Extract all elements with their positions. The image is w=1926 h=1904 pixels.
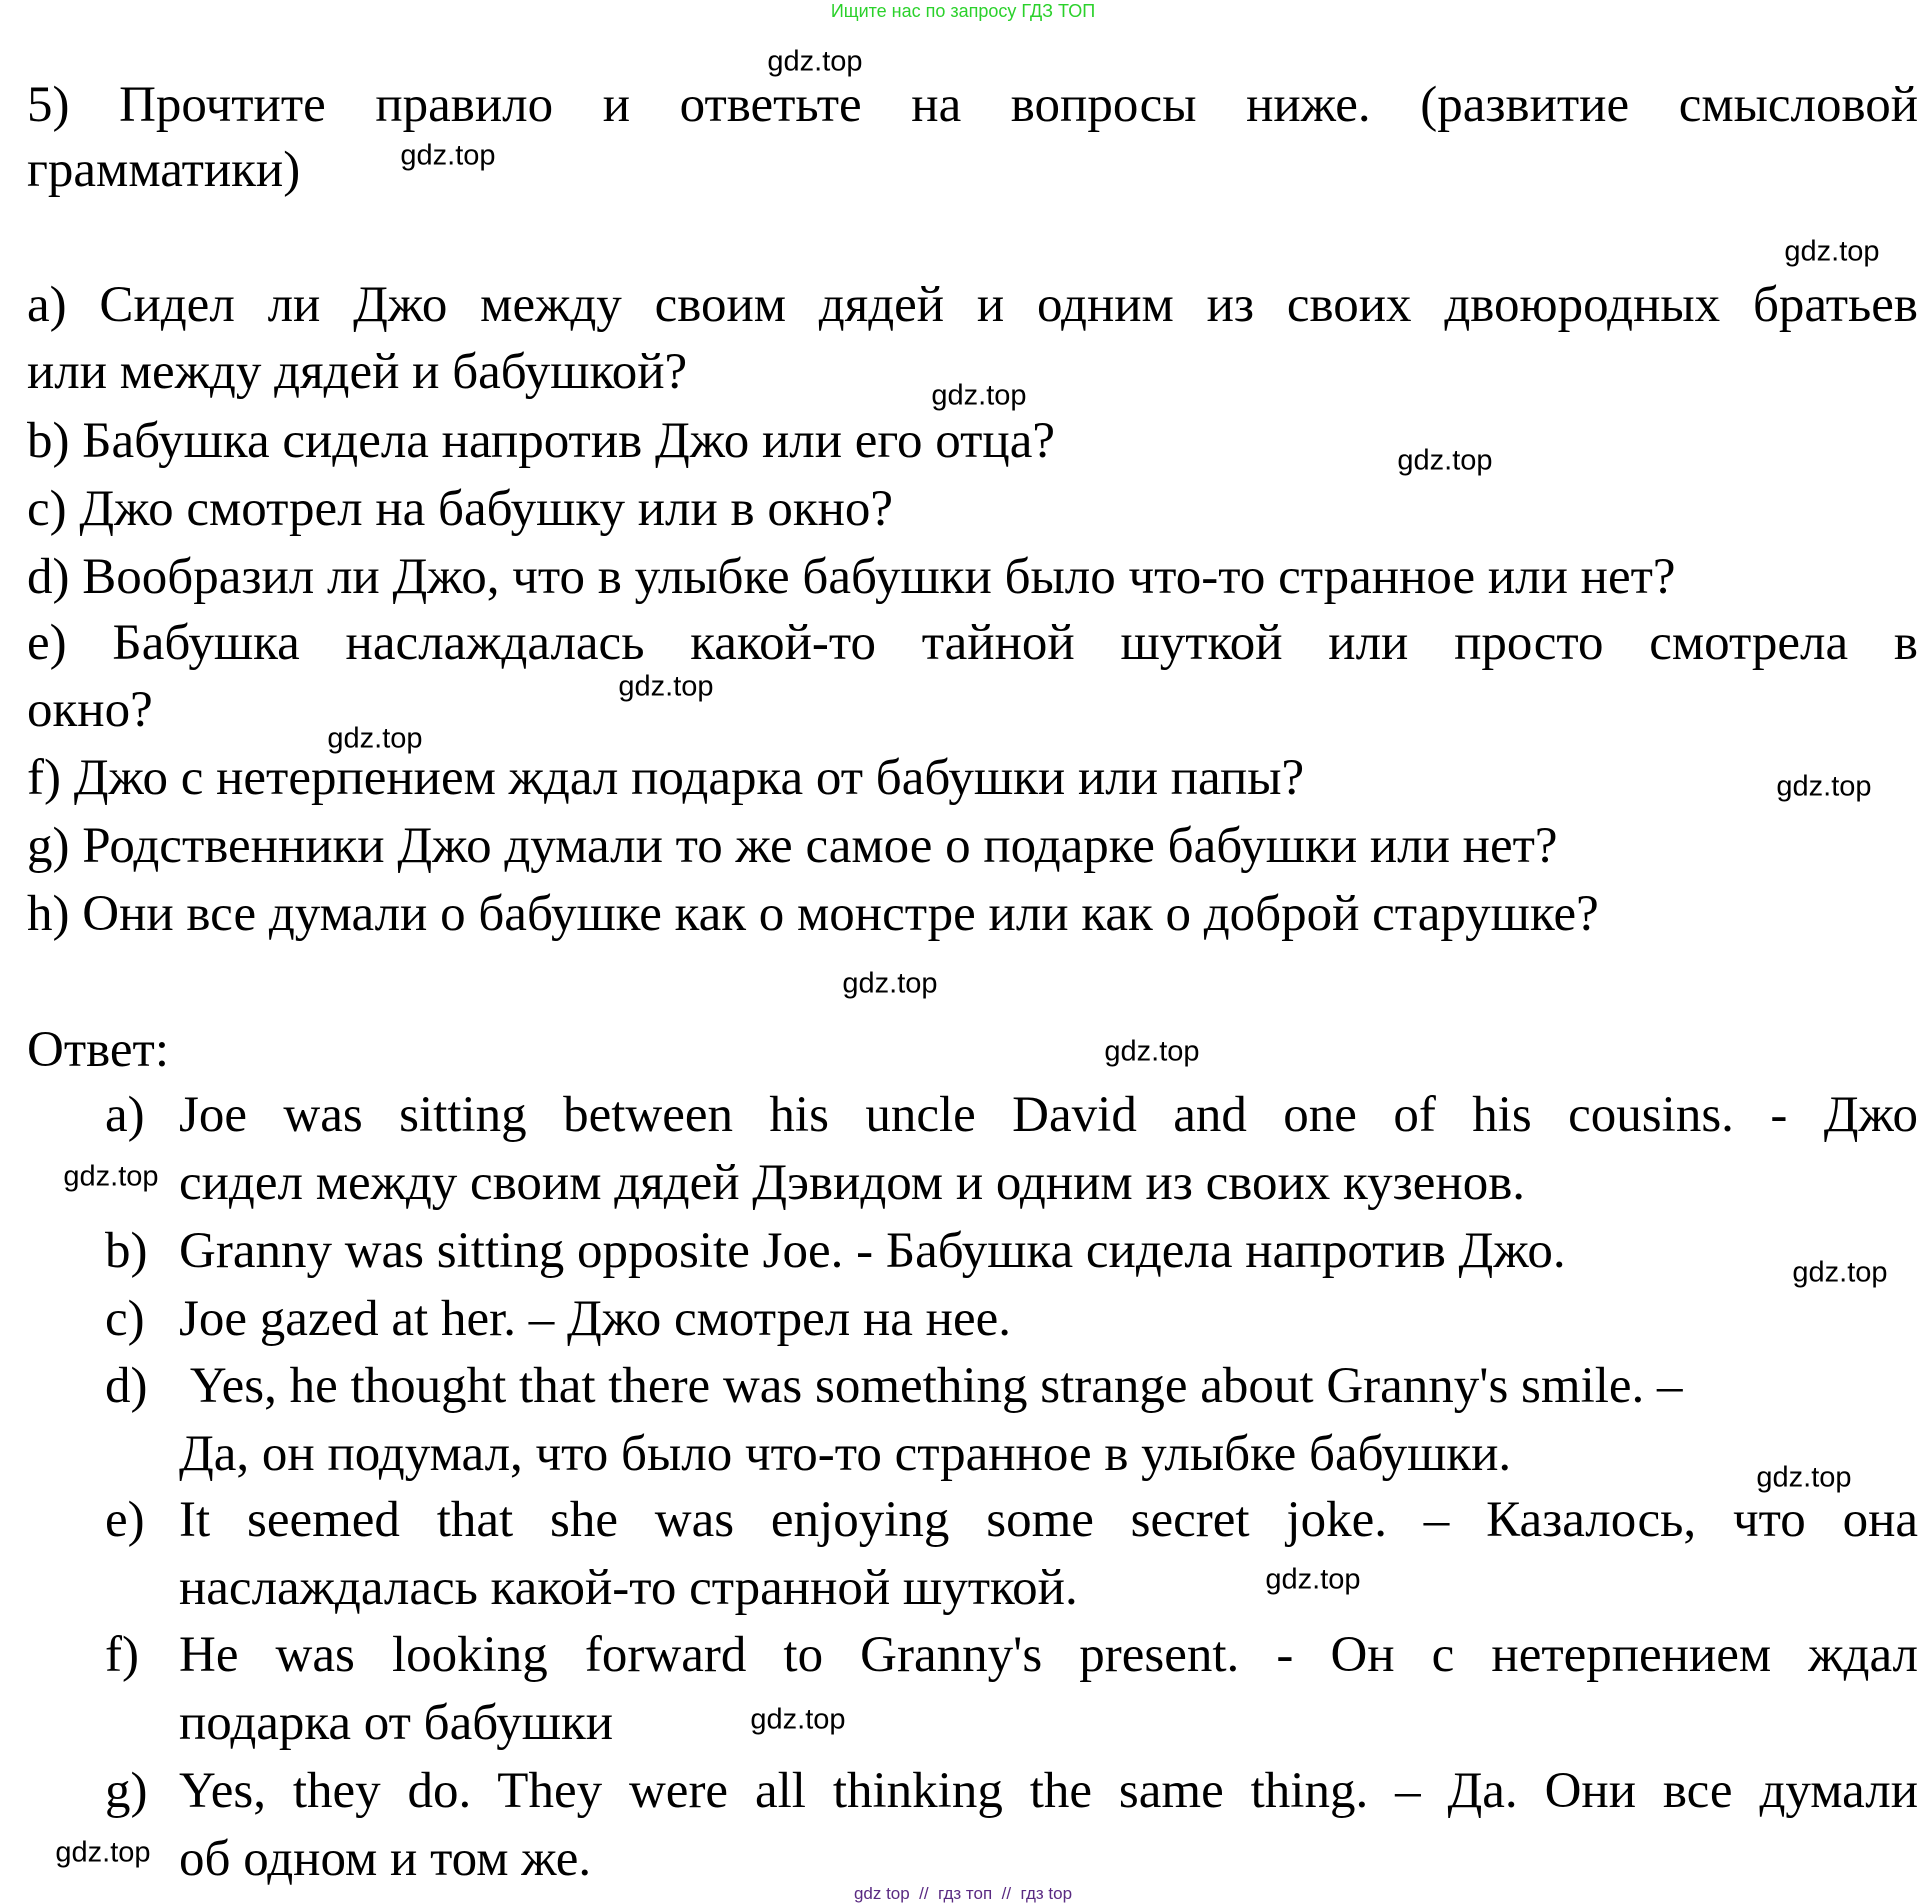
watermark: gdz.top [842, 967, 938, 1000]
answer-label: f) [105, 1627, 139, 1683]
answer-b: Granny was sitting opposite Joe. - Бабушка сидела напротив Джо. [179, 1223, 1566, 1279]
watermark: gdz.top [1776, 770, 1872, 803]
top-banner: Ищите нас по запросу ГДЗ ТОП [830, 1, 1096, 21]
answer-label: c) [105, 1291, 145, 1347]
question-e-line: окно? [27, 682, 153, 738]
question-e-line: e) Бабушка наслаждалась какой-то тайной шуткой или просто смотрела в [27, 615, 1918, 671]
answer-label: d) [105, 1358, 148, 1414]
watermark: gdz.top [1756, 1461, 1852, 1494]
watermark: gdz.top [1397, 444, 1493, 477]
watermark: gdz.top [767, 45, 863, 78]
question-a-line: a) Сидел ли Джо между своим дядей и одним из своих двоюродных братьев [27, 277, 1918, 333]
answer-d-line: Yes, he thought that there was something strange about Granny's smile. – [179, 1358, 1683, 1414]
watermark: gdz.top [63, 1160, 159, 1193]
answer-label: e) [105, 1492, 145, 1548]
watermark: gdz.top [1265, 1563, 1361, 1596]
answer-f-line: подарка от бабушки [179, 1695, 614, 1751]
answer-f-line: He was looking forward to Granny's present. - Он с нетерпением ждал [179, 1627, 1918, 1683]
answer-label: b) [105, 1223, 148, 1279]
question-g: g) Родственники Джо думали то же самое о подарке бабушки или нет? [27, 818, 1558, 874]
question-f: f) Джо с нетерпением ждал подарка от бабушки или папы? [27, 750, 1305, 806]
bottom-banner: gdz top // гдз топ // гдз top [853, 1884, 1073, 1903]
watermark: gdz.top [1792, 1256, 1888, 1289]
watermark: gdz.top [618, 670, 714, 703]
task-title-line: 5) Прочтите правило и ответьте на вопросы ниже. (развитие смысловой [27, 77, 1918, 133]
watermark: gdz.top [55, 1836, 151, 1869]
answer-heading: Ответ: [27, 1022, 169, 1078]
watermark: gdz.top [750, 1703, 846, 1736]
answer-label: g) [105, 1763, 148, 1819]
question-c: c) Джо смотрел на бабушку или в окно? [27, 481, 894, 537]
question-h: h) Они все думали о бабушке как о монстре или как о доброй старушке? [27, 886, 1599, 942]
question-a-line: или между дядей и бабушкой? [27, 344, 688, 400]
answer-g-line: об одном и том же. [179, 1831, 592, 1887]
task-title-line: грамматики) [27, 142, 301, 198]
answer-label: a) [105, 1087, 145, 1143]
question-d: d) Вообразил ли Джо, что в улыбке бабушки было что-то странное или нет? [27, 549, 1676, 605]
watermark: gdz.top [400, 139, 496, 172]
answer-e-line: наслаждалась какой-то странной шуткой. [179, 1560, 1078, 1616]
answer-a-line: сидел между своим дядей Дэвидом и одним из своих кузенов. [179, 1155, 1526, 1211]
answer-g-line: Yes, they do. They were all thinking the same thing. – Да. Они все думали [179, 1763, 1918, 1819]
answer-c: Joe gazed at her. – Джо смотрел на нее. [179, 1291, 1011, 1347]
watermark: gdz.top [327, 722, 423, 755]
watermark: gdz.top [931, 379, 1027, 412]
watermark: gdz.top [1104, 1035, 1200, 1068]
answer-e-line: It seemed that she was enjoying some secret joke. – Казалось, что она [179, 1492, 1918, 1548]
watermark: gdz.top [1784, 235, 1880, 268]
answer-d-line: Да, он подумал, что было что-то странное в улыбке бабушки. [179, 1426, 1512, 1482]
question-b: b) Бабушка сидела напротив Джо или его отца? [27, 413, 1055, 469]
answer-a-line: Joe was sitting between his uncle David and one of his cousins. - Джо [179, 1087, 1918, 1143]
